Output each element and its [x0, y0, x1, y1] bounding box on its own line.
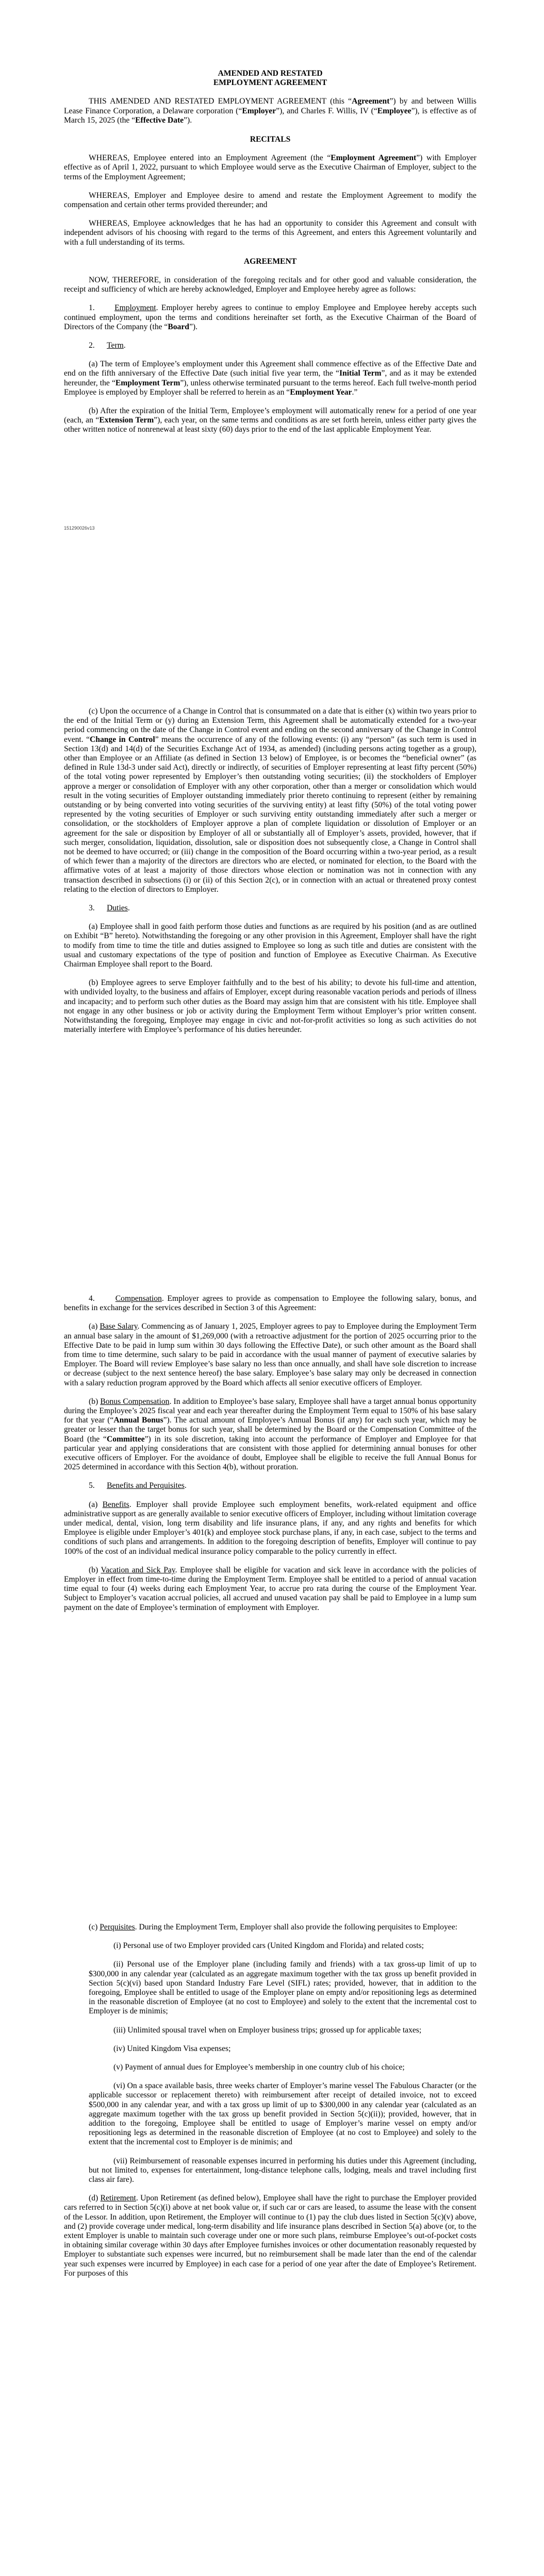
footer-document-code: 151290026v13: [64, 526, 95, 531]
page-4: [64, 1923, 476, 2278]
section-5b-vacation: (b) Vacation and Sick Pay. Employee shall be eligible for vacation and sick leave in accordance with the policies of Employer in effect from time-to-time during the Employment Term. Employee shall be entitled to a period of annual vacation time equal to four (4) weeks during each Employment Year, to accrue pro rata during the course of the Employment Year. Subject to Employer’s vacation accrual policies, all accrued and unused vacation pay shall be paid to Employee in a lump sum payment on the date of Employee’s termination of employment with Employer.: [64, 1565, 476, 1612]
perquisite-item: (ii) Personal use of the Employer plane (including family and friends) with a tax gross-up limit of up to $300,000 in any calendar year (calculated as an aggregate maximum together with the tax gross up benefit provided in Section 5(c)(vi) based upon Standard Industry Fare Level (SIFL) rates; provided, however, that in addition to the foregoing, Employee shall be entitled to usage of the Employer plane on empty and/or repositioning legs as determined in the reasonable discretion of Employee (at no cost to Employee) and solely to the extent that the incremental cost to Employer is de minimis;: [89, 1960, 476, 2016]
section-4a-base-salary: (a) Base Salary. Commencing as of January 1, 2025, Employer agrees to pay to Employee during the Employment Term an annual base salary in the amount of $1,269,000 (with a retroactive adjustment for the portion of 2025 occurring prior to the Effective Date to be paid in lump sum within 30 days following the Effective Date), or such other amount as the Board shall from time to time determine, such salary to be paid in accordance with the usual manner of payment of executive salaries by Employer. The Board will review Employee’s base salary no less than once annually, and shall have sole discretion to increase or decrease (subject to the next sentence hereof) the base salary. Employee’s base salary may only be decreased in connection with a salary reduction program approved by the Board which affects all senior executive officers of Employer.: [64, 1322, 476, 1387]
perquisite-item: (i) Personal use of two Employer provided cars (United Kingdom and Florida) and related costs;: [113, 1941, 424, 1951]
section-4-compensation: 4. Compensation. Employer agrees to provide as compensation to Employee the following salary, bonus, and benefits in exchange for the services described in Section 3 of this Agreement:: [64, 1294, 476, 1313]
title-line-2: EMPLOYMENT AGREEMENT: [213, 78, 327, 88]
section-5-benefits-heading: 5. Benefits and Perquisites.: [89, 1481, 187, 1490]
now-therefore-paragraph: NOW, THEREFORE, in consideration of the foregoing recitals and for other good and valuable consideration, the receipt and sufficiency of which are hereby acknowledged, Employer and Employee hereby agree as follows:: [64, 276, 476, 294]
title-line-1: AMENDED AND RESTATED: [218, 69, 323, 78]
recitals-heading: RECITALS: [250, 135, 291, 144]
section-3b: (b) Employee agrees to serve Employer faithfully and to the best of his ability; to devote his full-time and attention, with undivided loyalty, to the business and affairs of Employer, except during reasonable vacation periods and periods of illness and incapacity; and to perform such other duties as the Board may assign him that are consistent with his title. Employee shall not engage in any other business or job or activity during the Employment Term without Employer’s prior written consent. Notwithstanding the foregoing, Employee may engage in civic and not-for-profit activities so long as such activities do not materially interfere with Employee’s performance of his duties hereunder.: [64, 978, 476, 1035]
section-2b: (b) After the expiration of the Initial Term, Employee’s employment will automatically renew for a period of one year (each, an “Extension Term”), each year, on the same terms and conditions as are set forth herein, unless either party gives the other written notice of nonrenewal at least sixty (60) days prior to the end of the last applicable Employment Year.: [64, 406, 476, 434]
section-5d-retirement: (d) Retirement. Upon Retirement (as defined below), Employee shall have the right to purchase the Employer provided cars referred to in Section 5(c)(i) above at net book value or, if such car or cars are leased, to assume the lease with the consent of the Lessor. In addition, upon Retirement, the Employer will continue to (1) pay the club dues listed in Section 5(c)(v) above, and (2) provide coverage under medical, long-term disability and life insurance plans described in Section 5(a) above (or, to the extent Employer is unable to maintain such coverage under one or more such plans, reimburse Employee’s out-of-pocket costs in obtaining similar coverage within 30 days after Employee furnishes invoices or other documentation reasonably requested by Employer to substantiate such expenses were incurred, but no reimbursement shall be made later than the end of the calendar year such expenses were incurred by Employee) in each case for a period of one year after the date of Employee’s Retirement. For purposes of this: [64, 2194, 476, 2278]
section-5c-perquisites: (c) Perquisites. During the Employment Term, Employer shall also provide the following perquisites to Employee:: [89, 1923, 457, 1931]
section-3a: (a) Employee shall in good faith perform those duties and functions as are required by his position (and as are outlined on Exhibit “B” hereto). Notwithstanding the foregoing or any other provision in this Agreement, Employer shall have the right to modify from time to time the title and duties assigned to Employee so long as such title and duties are consistent with the usual and customary expectations of the type of position and function of Employee as Executive Chairman. As Executive Chairman Employee shall report to the Board.: [64, 922, 476, 969]
section-2-term-heading: 2. Term.: [89, 341, 126, 350]
perquisite-item: (iv) United Kingdom Visa expenses;: [113, 2044, 231, 2053]
perquisite-item: (vi) On a space available basis, three weeks charter of Employer’s marine vessel The Fabulous Character (or the applicable successor or replacement thereto) with reimbursement after receipt of detailed invoice, not to exceed $500,000 in any calendar year, and with a tax gross up limit of up to $300,000 in any calendar year (calculated as an aggregate maximum together with the tax gross up benefit provided in Section 5(c)(ii)); provided, however, that in addition to the foregoing, Employee shall be entitled to usage of Employer’s marine vessel on empty and/or repositioning legs as determined in the reasonable discretion of Employee (at no cost to Employee) and solely to the extent that the incremental cost to Employer is de minimis; and: [89, 2081, 476, 2147]
page-3: [64, 1294, 476, 1613]
perquisite-item: (iii) Unlimited spousal travel when on Employer business trips; grossed up for applicable taxes;: [113, 2025, 422, 2035]
perquisite-item: (vii) Reimbursement of reasonable expenses incurred in performing his duties under this Agreement (including, but not limited to, expenses for entertainment, long-distance telephone calls, lodging, meals and travel including first class air fare).: [89, 2156, 476, 2184]
section-2a: (a) The term of Employee’s employment under this Agreement shall commence effective as of the Effective Date and end on the fifth anniversary of the Effective Date (such initial five year term, the “Initial Term”, and as it may be extended hereunder, the “Employment Term”), unless otherwise terminated pursuant to the terms hereof. Each full twelve-month period Employee is employed by Employer shall be referred to herein as an “Employment Year.”: [64, 360, 476, 397]
section-3-duties-heading: 3. Duties.: [89, 904, 130, 913]
section-1-employment: 1. Employment. Employer hereby agrees to continue to employ Employee and Employee hereby accepts such continued employment, upon the terms and conditions hereinafter set forth, as the Executive Chairman of the Board of Directors of the Company (the “Board”).: [64, 303, 476, 331]
page-1: [64, 69, 476, 435]
section-4b-bonus: (b) Bonus Compensation. In addition to Employee’s base salary, Employee shall have a target annual bonus opportunity during the Employee’s 2025 fiscal year and each year thereafter during the Employment Term equal to 150% of his base salary for that year (“Annual Bonus”). The actual amount of Employee’s Annual Bonus (if any) for each such year, which may be greater or lesser than the target bonus for such year, shall be determined by the Board or the Compensation Committee of the Board (the “Committee”) in its sole discretion, taking into account the performance of Employer and Employee for that particular year and applying considerations that are consistent with those applied for determining annual bonuses for other executive officers of Employer. For the avoidance of doubt, Employee shall be eligible to receive the full Annual Bonus for 2025 determined in accordance with this Section 4(b), without proration.: [64, 1397, 476, 1472]
page-2: [64, 707, 476, 1035]
recital-2: WHEREAS, Employer and Employee desire to amend and restate the Employment Agreement to modify the compensation and certain other terms provided thereunder; and: [64, 191, 476, 210]
intro-paragraph: THIS AMENDED AND RESTATED EMPLOYMENT AGREEMENT (this “Agreement”) by and between Willis Lease Finance Corporation, a Delaware corporation (“Employer”), and Charles F. Willis, IV (“Employee”), is effective as of March 15, 2025 (the “Effective Date”).: [64, 97, 476, 125]
recital-3: WHEREAS, Employee acknowledges that he has had an opportunity to consider this Agreement and consult with independent advisors of his choosing with regard to the terms of this Agreement, and enters this Agreement voluntarily and with a full understanding of its terms.: [64, 219, 476, 247]
agreement-heading: AGREEMENT: [243, 257, 297, 266]
section-5a-benefits: (a) Benefits. Employer shall provide Employee such employment benefits, work-related equipment and office administrative support as are generally available to senior executive officers of Employer, including without limitation coverage under medical, dental, vision, long term disability and life insurance plans, if any, and any rights and benefits for which Employee is eligible under Employer’s 401(k) and employee stock purchase plans, if any, in each case, subject to the terms and conditions of such plans and arrangements. In addition to the foregoing description of benefits, Employer will continue to pay 100% of the cost of an individual medical insurance policy comparable to the policy currently in effect.: [64, 1500, 476, 1556]
perquisite-item: (v) Payment of annual dues for Employee’s membership in one country club of his choice;: [113, 2063, 405, 2072]
recital-1: WHEREAS, Employee entered into an Employment Agreement (the “Employment Agreement”) with Employer effective as of April 1, 2022, pursuant to which Employee would serve as the Executive Chairman of Employer, subject to the terms of the Employment Agreement;: [64, 154, 476, 181]
section-2c: (c) Upon the occurrence of a Change in Control that is consummated on a date that is either (x) within two years prior to the end of the Initial Term or (y) during an Extension Term, this Agreement shall be automatically extended for a two-year period commencing on the date of the Change in Control event and ending on the second anniversary of the Change in Control event. “Change in Control” means the occurrence of any of the following events: (i) any “person” (as such term is used in Section 13(d) and 14(d) of the Securities Exchange Act of 1934, as amended) (including persons acting together as a group), other than Employee or an Affiliate (as defined in Section 13 below) of Employee, is or becomes the “beneficial owner” (as defined in Rule 13d-3 under said Act), directly or indirectly, of securities of Employer representing at least fifty percent (50%) of the total voting power represented by Employer’s then outstanding voting securities; (ii) the stockholders of Employer approve a merger or consolidation of Employer with any other corporation, other than a merger or consolidation which would result in the voting securities of Employer outstanding immediately prior thereto continuing to represent (either by remaining outstanding or by being converted into voting securities of the surviving entity) at least fifty (50%) of the total voting power represented by the voting securities of Employer or such surviving entity outstanding immediately after such a merger or consolidation, or the stockholders of Employer approve a plan of complete liquidation or dissolution of Employer or an agreement for the sale or disposition by Employer of all or substantially all of Employer’s assets, provided, however, that if such merger, consolidation, liquidation, dissolution, sale or disposition does not subsequently close, a Change in Control shall not be deemed to have occurred; or (iii) change in the composition of the Board occurring within a two-year period, as a result of which fewer than a majority of the directors are directors who are elected, or nominated for election, to the Board with the affirmative votes of at least a majority of those directors whose election or nomination was not in connection with any transaction described in subsections (i) or (ii) of this Section 2(c), or in connection with an actual or threatened proxy contest relating to the election of directors to Employer.: [64, 707, 476, 894]
